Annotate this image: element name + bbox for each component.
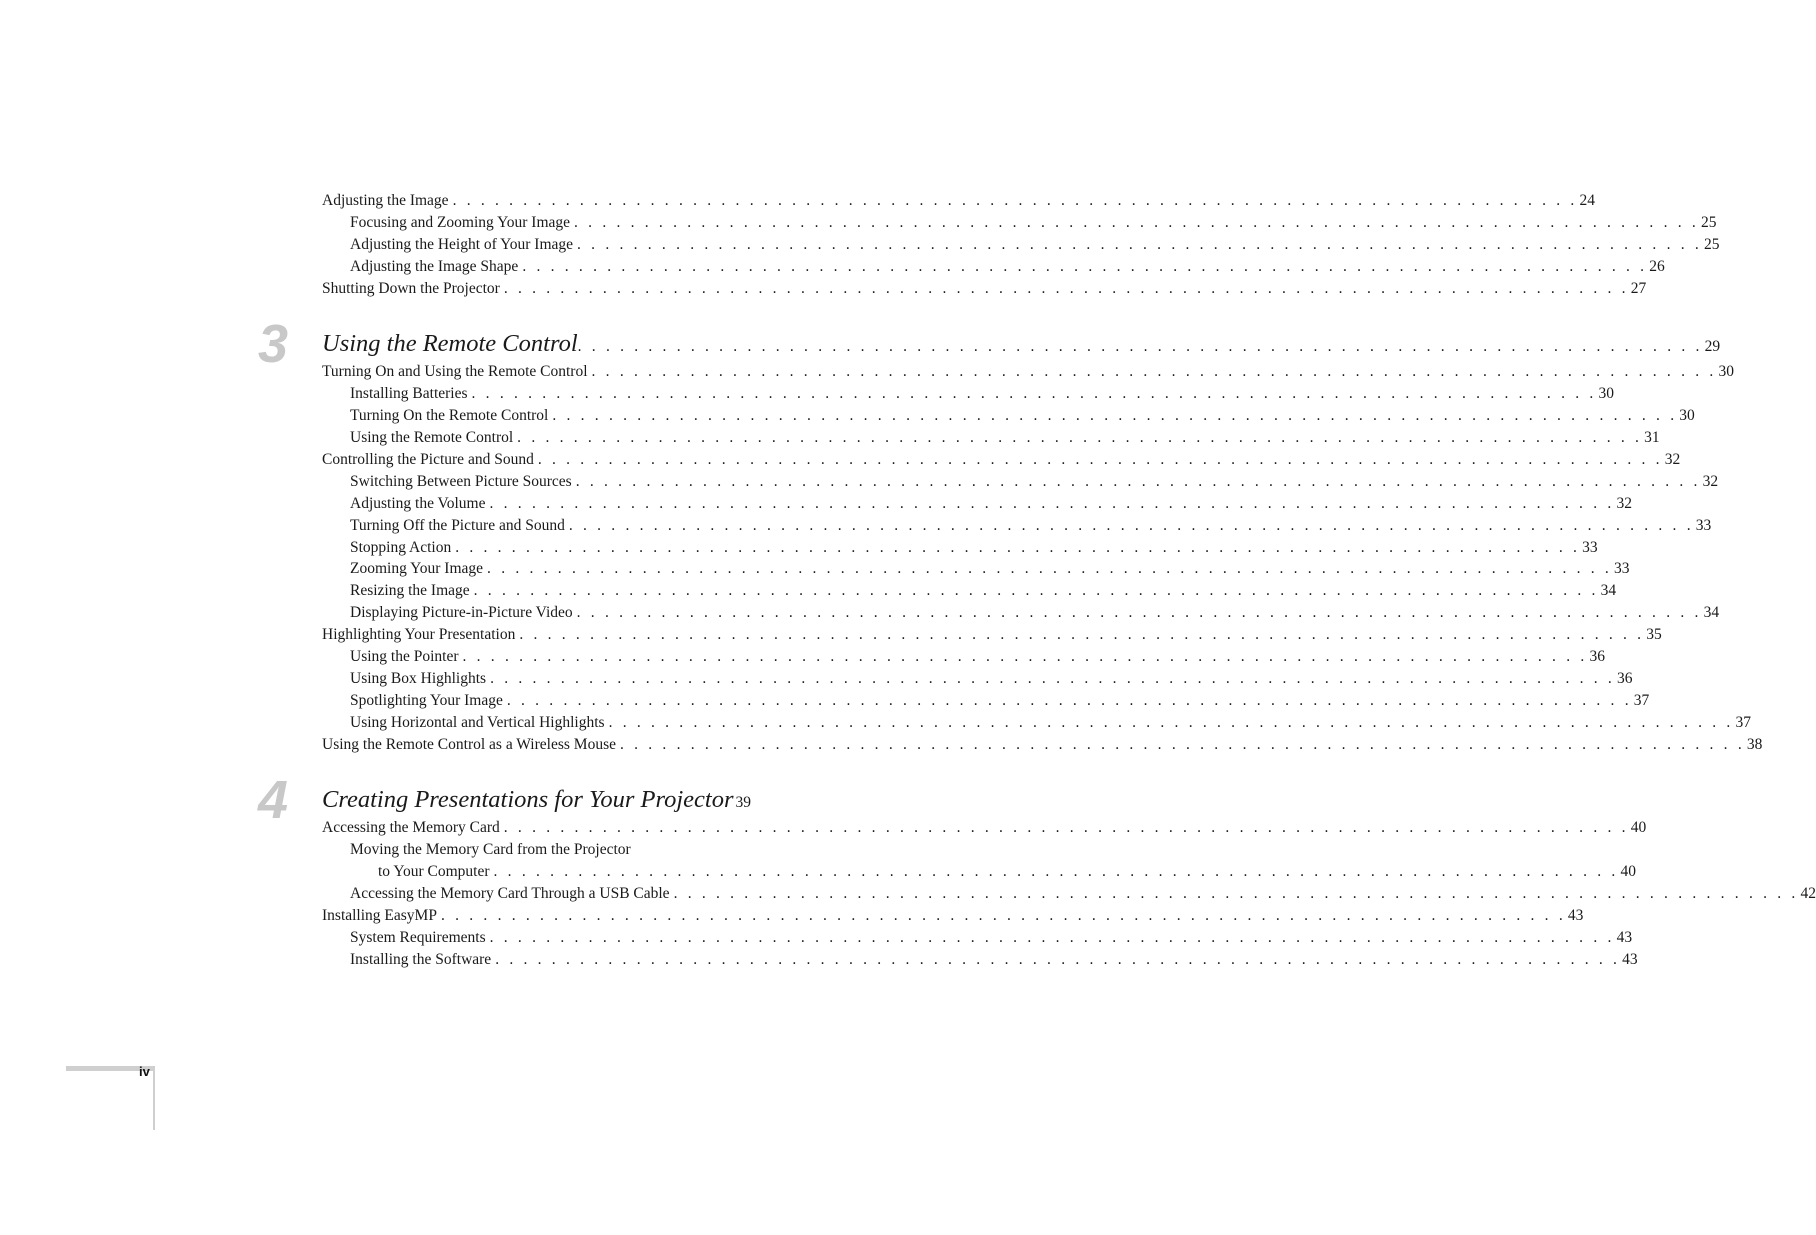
toc-entry-title: Accessing the Memory Card (322, 817, 504, 839)
toc-entry[interactable] (322, 580, 1617, 602)
toc-entry[interactable] (322, 927, 1633, 949)
toc-entry-page: 32 (1616, 494, 1632, 512)
toc-entry-page: 43 (1622, 950, 1638, 968)
toc-entry-title: Zooming Your Image (350, 558, 487, 580)
toc-entry-page: 24 (1579, 192, 1595, 209)
toc-entry[interactable] (322, 383, 1614, 405)
toc-entry[interactable] (322, 212, 1717, 234)
dot-leader: . . . . . . . . . . . . . . . . . . . . . . . . . . . . . . . . . . . . . . . . . . . . . . . . . . . . . . . . . . . . . . . . . . . . . . . . . . . . . . . . (487, 560, 1612, 578)
toc-entry-title: Turning On and Using the Remote Control (322, 361, 592, 383)
toc-entry-page: 30 (1718, 363, 1734, 381)
toc-entry-page: 36 (1589, 648, 1605, 666)
toc-entry[interactable] (322, 190, 1595, 212)
toc-entry-page: 27 (1630, 279, 1647, 297)
dot-leader: . . . . . . . . . . . . . . . . . . . . . . . . . . . . . . . . . . . . . . . . . . . . . . . . . . . . . . . . . . . . . . . . . . . . . . . . . . . . . . . . (568, 516, 1694, 534)
dot-leader: . . . . . . . . . . . . . . . . . . . . . . . . . . . . . . . . . . . . . . . . . . . . . . . . . . . . . . . . . . . . . . . . . . . . . . . . . . . . . . . . (489, 928, 1615, 946)
chapter-number: 3 (258, 314, 289, 375)
toc-entry-page: 36 (1617, 669, 1633, 687)
dot-leader: . . . . . . . . . . . . . . . . . . . . . . . . . . . . . . . . . . . . . . . . . . . . . . . . . . . . . . . . . . . . . . . . . . . . . . . . . . . . . . . . (522, 257, 1648, 275)
dot-leader: . . . . . . . . . . . . . . . . . . . . . . . . . . . . . . . . . . . . . . . . . . . . . . . . . . . . . . . . . . . . . . . . . . . . . . . . . . . . . . . . (489, 494, 1615, 512)
dot-leader: . . . . . . . . . . . . . . . . . . . . . . . . . . . . . . . . . . . . . . . . . . . . . . . . . . . . . . . . . . . . . . . . . . . . . . . . . . . . . . . . (673, 885, 1799, 903)
toc-entry-title: Turning On the Remote Control (350, 405, 552, 427)
toc-entry[interactable] (322, 361, 1734, 383)
toc-entry[interactable] (322, 839, 744, 861)
toc-entry[interactable] (322, 712, 1751, 734)
chapter-title: Creating Presentations for Your Projector (322, 786, 734, 814)
dot-leader: . . . . . . . . . . . . . . . . . . . . . . . . . . . . . . . . . . . . . . . . . . . . . . . . . . . . . . . . . . . . . . . . . . . . . . . . . . . . . . . . (503, 279, 1629, 297)
toc-entry-page: 38 (1746, 735, 1763, 753)
toc-entry-page: 32 (1664, 451, 1681, 469)
dot-leader: . . . . . . . . . . . . . . . . . . . . . . . . . . . . . . . . . . . . . . . . . . . . . . . . . . . . . . . . . . . . . . . . . . . . . . . . . . . . . . . . (490, 669, 1616, 687)
toc-entry[interactable] (322, 405, 1695, 427)
toc-entry-page: 33 (1613, 560, 1630, 578)
toc-entry[interactable] (322, 624, 1662, 646)
toc-entry-page: 43 (1616, 928, 1633, 946)
toc-entry-page: 37 (1633, 691, 1650, 709)
dot-leader: . . . . . . . . . . . . . . . . . . . . . . . . . . . . . . . . . . . . . . . . . . . . . . . . . . . . . . . . . . . . . . . . . . . . . . . . . . . . . . . . (506, 691, 1632, 709)
toc-entry-page: 26 (1649, 257, 1665, 275)
toc-entry[interactable] (322, 471, 1719, 493)
toc-entry-title: Installing Batteries (350, 383, 472, 405)
dot-leader: . . . . . . . . . . . . . . . . . . . . . . . . . . . . . . . . . . . . . . . . . . . . . . . . . . . . . . . . . . . . . . . . . . . . . . . . . . . . . . . . (574, 213, 1699, 231)
chapter-page-number: 39 (735, 794, 752, 812)
dot-leader: . . . . . . . . . . . . . . . . . . . . . . . . . . . . . . . . . . . . . . . . . . . . . . . . . . . . . . . . . . . . . . . . . . . . . . . . . . . . . . . . (619, 735, 1745, 753)
toc-entry[interactable] (322, 449, 1681, 471)
toc-entry[interactable] (322, 256, 1665, 278)
dot-leader: . . . . . . . . . . . . . . . . . . . . . . . . . . . . . . . . . . . . . . . . . . . . . . . . . . . . . . . . . . . . . . . . . . . . . . . . . . . . . . . . (455, 538, 1581, 556)
dot-leader: . . . . . . . . . . . . . . . . . . . . . . . . . . . . . . . . . . . . . . . . . . . . . . . . . . . . . . . . . . . . . . . . . . . . . . . . . . . . . . . . (552, 407, 1678, 425)
dot-leader: . . . . . . . . . . . . . . . . . . . . . . . . . . . . . . . . . . . . . . . . . . . . . . . . . . . . . . . . . . . . . . . . . . . . . . . . . . . . . . . . (537, 451, 1663, 469)
dot-leader: . . . . . . . . . . . . . . . . . . . . . . . . . . . . . . . . . . . . . . . . . . . . . . . . . . . . . . . . . . . . . . . . . . . . . . . . . . . . . . . . (577, 338, 1703, 356)
toc-entry[interactable] (322, 278, 1647, 300)
dot-leader: . . . . . . . . . . . . . . . . . . . . . . . . . . . . . . . . . . . . . . . . . . . . . . . . . . . . . . . . . . . . . . . . . . . . . . . . . . . . . . . . (473, 582, 1599, 600)
toc-entry-page: 35 (1646, 626, 1662, 644)
toc-entry-title: Using the Pointer (350, 646, 463, 668)
toc-entry[interactable] (322, 817, 1647, 839)
toc-entry[interactable] (322, 646, 1605, 668)
toc-entry-title: Using the Remote Control as a Wireless Mouse (322, 734, 620, 756)
toc-entry-page: 31 (1644, 429, 1660, 447)
toc-entry[interactable] (322, 234, 1720, 256)
toc-entry-page: 40 (1630, 819, 1647, 837)
toc-entry-title: Stopping Action (350, 537, 455, 559)
toc-entry-title: Installing the Software (350, 949, 495, 971)
dot-leader: . . . . . . . . . . . . . . . . . . . . . . . . . . . . . . . . . . . . . . . . . . . . . . . . . . . . . . . . . . . . . . . . . . . . . . . . . . . . . . . . (471, 385, 1597, 403)
dot-leader: . . . . . . . . . . . . . . . . . . . . . . . . . . . . . . . . . . . . . . . . . . . . . . . . . . . . . . . . . . . . . . . . . . . . . . . . . . . . . . . . (440, 907, 1566, 925)
toc-entry-page: 30 (1679, 407, 1695, 425)
chapter-page-number: 29 (1704, 338, 1721, 356)
toc-entry[interactable] (322, 515, 1712, 537)
toc-entry-title: Turning Off the Picture and Sound (350, 515, 569, 537)
toc-entry[interactable] (322, 427, 1660, 449)
toc-entry-title: Shutting Down the Projector (322, 278, 504, 300)
toc-entry-title: Switching Between Picture Sources (350, 471, 576, 493)
toc-entry[interactable] (322, 949, 1638, 971)
toc-entry-page: 34 (1703, 604, 1720, 622)
chapter-number: 4 (258, 770, 289, 831)
toc-entry-title: Accessing the Memory Card Through a USB Cable (350, 883, 674, 905)
toc-entry-page: 43 (1567, 907, 1584, 925)
toc-entry-page: 33 (1695, 516, 1712, 534)
toc-entry-page: 40 (1620, 863, 1636, 881)
toc-entry-title: Moving the Memory Card from the Projector (350, 839, 635, 861)
toc-entry[interactable] (322, 905, 1584, 927)
dot-leader: . . . . . . . . . . . . . . . . . . . . . . . . . . . . . . . . . . . . . . . . . . . . . . . . . . . . . . . . . . . . . . . . . . . . . . . . . . . . . . . . (493, 863, 1619, 881)
toc-entry-page: 25 (1700, 213, 1717, 231)
toc-entry-title: to Your Computer (378, 861, 494, 883)
chapter-title: Using the Remote Control (322, 330, 578, 358)
toc-entry-page: 25 (1703, 235, 1720, 253)
toc-entry-title: Displaying Picture-in-Picture Video (350, 602, 577, 624)
toc-entry[interactable] (322, 690, 1650, 712)
toc-entry-title: Adjusting the Image (322, 190, 453, 212)
dot-leader: . . . . . . . . . . . . . . . . . . . . . . . . . . . . . . . . . . . . . . . . . . . . . . . . . . . . . . . . . . . . . . . . . . . . . . . . . . . . . . . . (503, 819, 1629, 837)
dot-leader: . . . . . . . . . . . . . . . . . . . . . . . . . . . . . . . . . . . . . . . . . . . . . . . . . . . . . . . . . . . . . . . . . . . . . . . . . . . . . . . . (452, 192, 1578, 209)
toc-entry-title: Using Horizontal and Vertical Highlights (350, 712, 609, 734)
dot-leader: . . . . . . . . . . . . . . . . . . . . . . . . . . . . . . . . . . . . . . . . . . . . . . . . . . . . . . . . . . . . . . . . . . . . . . . . . . . . . . . . (575, 472, 1701, 490)
toc-entry-title: Resizing the Image (350, 580, 474, 602)
toc-entry[interactable] (322, 668, 1633, 690)
dot-leader: . . . . . . . . . . . . . . . . . . . . . . . . . . . . . . . . . . . . . . . . . . . . . . . . . . . . . . . . . . . . . . . . . . . . . . . . . . . . . . . . (591, 363, 1717, 381)
toc-entry-title: Adjusting the Image Shape (350, 256, 522, 278)
dot-leader: . . . . . . . . . . . . . . . . . . . . . . . . . . . . . . . . . . . . . . . . . . . . . . . . . . . . . . . . . . . . . . . . . . . . . . . . . . . . . . . . (576, 604, 1702, 622)
footer-vertical-rule (153, 1066, 155, 1130)
toc-entry[interactable] (322, 602, 1720, 624)
toc-entry-page: 34 (1600, 582, 1617, 600)
toc-entry-page: 37 (1735, 713, 1751, 731)
toc-entry-title: Adjusting the Height of Your Image (350, 234, 577, 256)
dot-leader: . . . . . . . . . . . . . . . . . . . . . . . . . . . . . . . . . . . . . . . . . . . . . . . . . . . . . . . . . . . . . . . . . . . . . . . . . . . . . . . . (577, 235, 1702, 253)
toc-entry-title: Controlling the Picture and Sound (322, 449, 538, 471)
toc-entry-title: Installing EasyMP (322, 905, 441, 927)
toc-entry-title: Adjusting the Volume (350, 493, 490, 515)
dot-leader: . . . . . . . . . . . . . . . . . . . . . . . . . . . . . . . . . . . . . . . . . . . . . . . . . . . . . . . . . . . . . . . . . . . . . . . . . . . . . . . . (608, 713, 1734, 731)
toc-entry-title: Using Box Highlights (350, 668, 490, 690)
toc-entry[interactable] (322, 734, 1763, 756)
toc-entry-title: Using the Remote Control (350, 427, 517, 449)
page-number: iv (139, 1064, 150, 1079)
table-of-contents (258, 190, 1816, 971)
toc-entry-title: Focusing and Zooming Your Image (350, 212, 574, 234)
toc-entry-page: 33 (1582, 538, 1598, 556)
toc-entry[interactable] (322, 883, 1816, 905)
toc-entry-page: 32 (1702, 472, 1719, 490)
toc-entry-page: 30 (1598, 385, 1614, 403)
dot-leader: . . . . . . . . . . . . . . . . . . . . . . . . . . . . . . . . . . . . . . . . . . . . . . . . . . . . . . . . . . . . . . . . . . . . . . . . . . . . . . . . (462, 648, 1588, 666)
dot-leader: . . . . . . . . . . . . . . . . . . . . . . . . . . . . . . . . . . . . . . . . . . . . . . . . . . . . . . . . . . . . . . . . . . . . . . . . . . . . . . . . (517, 429, 1643, 447)
toc-entry-page: 42 (1800, 885, 1816, 903)
toc-entry-title: Spotlighting Your Image (350, 690, 507, 712)
toc-entry[interactable] (322, 493, 1632, 515)
toc-entry-title: Highlighting Your Presentation (322, 624, 519, 646)
dot-leader: . . . . . . . . . . . . . . . . . . . . . . . . . . . . . . . . . . . . . . . . . . . . . . . . . . . . . . . . . . . . . . . . . . . . . . . . . . . . . . . . (495, 950, 1621, 968)
toc-entry[interactable] (322, 558, 1630, 580)
toc-entry[interactable] (322, 861, 1636, 883)
dot-leader: . . . . . . . . . . . . . . . . . . . . . . . . . . . . . . . . . . . . . . . . . . . . . . . . . . . . . . . . . . . . . . . . . . . . . . . . . . . . . . . . (519, 626, 1645, 644)
toc-entry-title: System Requirements (350, 927, 490, 949)
toc-entry[interactable] (322, 537, 1598, 559)
